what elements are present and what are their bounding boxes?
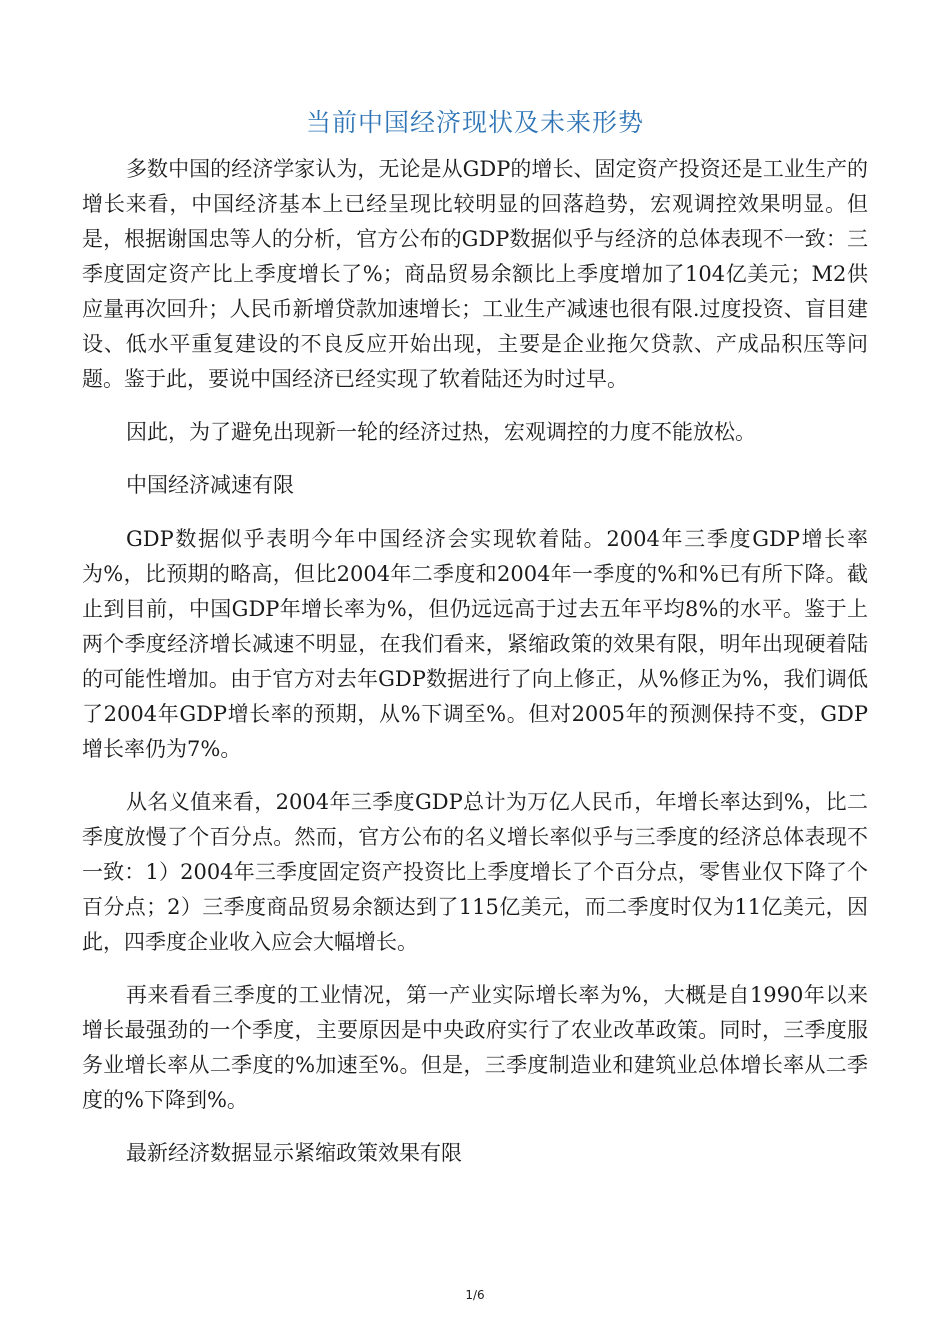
document-title: 当前中国经济现状及未来形势	[305, 108, 644, 137]
paragraph-gdp-data: GDP数据似乎表明今年中国经济会实现软着陆。2004年三季度GDP增长率为%，比预期的略高，但比2004年二季度和2004年一季度的%和%已有所下降。截止到目前，中国GDP年增长率为%，但仍远远高于过去五年平均8%的水平。鉴于上两个季度经济增长减速不明显，在我们看来，紧缩政策的效果有限，明年出现硬着陆的可能性增加。由于官方对去年GDP数据进行了向上修正，从%修正为%，我们调低了2004年GDP增长率的预期，从%下调至%。但对2005年的预测保持不变，GDP增长率仍为7%。	[82, 527, 868, 761]
paragraph-intro: 多数中国的经济学家认为，无论是从GDP的增长、固定资产投资还是工业生产的增长来看，中国经济基本上已经呈现比较明显的回落趋势，宏观调控效果明显。但是，根据谢国忠等人的分析，官方公布的GDP数据似乎与经济的总体表现不一致：三季度固定资产比上季度增长了%；商品贸易余额比上季度增加了104亿美元；M2供应量再次回升；人民币新增贷款加速增长；工业生产减速也很有限.过度投资、盲目建设、低水平重复建设的不良反应开始出现，主要是企业拖欠贷款、产成品积压等问题。鉴于此，要说中国经济已经实现了软着陆还为时过早。	[82, 157, 868, 391]
section-heading-slowdown: 中国经济减速有限	[126, 473, 294, 497]
page-number: 1/6	[465, 1288, 485, 1302]
paragraph-conclusion: 因此，为了避免出现新一轮的经济过热，宏观调控的力度不能放松。	[126, 420, 756, 444]
paragraph-nominal-gdp: 从名义值来看，2004年三季度GDP总计为万亿人民币，年增长率达到%，比二季度放慢了个百分点。然而，官方公布的名义增长率似乎与三季度的经济总体表现不一致：1）2004年三季度固定资产投资比上季度增长了个百分点，零售业仅下降了个百分点；2）三季度商品贸易余额达到了115亿美元，而二季度时仅为11亿美元，因此，四季度企业收入应会大幅增长。	[82, 790, 868, 954]
section-heading-latest-data: 最新经济数据显示紧缩政策效果有限	[126, 1141, 462, 1165]
document-page	[82, 100, 868, 1190]
paragraph-industry: 再来看看三季度的工业情况，第一产业实际增长率为%，大概是自1990年以来增长最强劲的一个季度，主要原因是中央政府实行了农业改革政策。同时，三季度服务业增长率从二季度的%加速至%。但是，三季度制造业和建筑业总体增长率从二季度的%下降到%。	[82, 983, 868, 1112]
